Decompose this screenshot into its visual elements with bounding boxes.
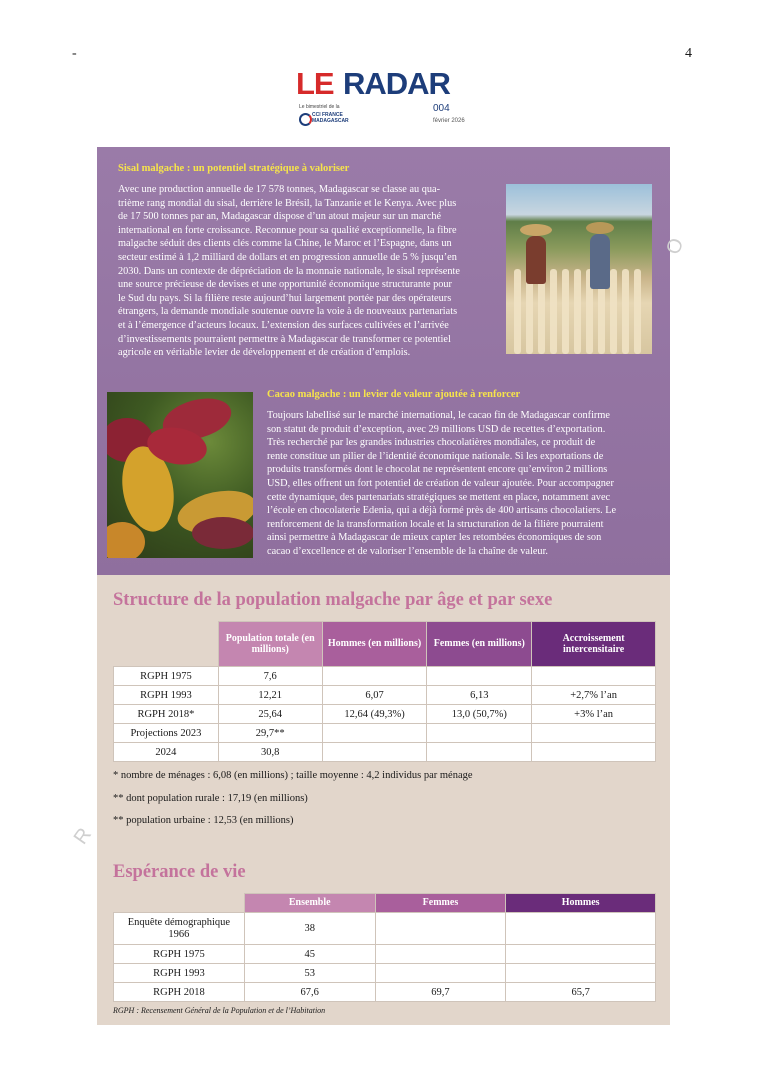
table-cell	[532, 743, 656, 762]
cacao-pods-photo	[107, 392, 253, 558]
population-note-households: * nombre de ménages : 6,08 (en millions) ; taille moyenne : 4,2 individus par ménage	[113, 770, 473, 781]
table-cell: 29,7**	[218, 724, 322, 743]
col-header: Hommes (en millions)	[322, 622, 427, 667]
life-expectancy-table	[113, 893, 656, 1002]
table-cell: 6,07	[322, 686, 427, 705]
cci-logo-text: CCI FRANCE MADAGASCAR	[312, 112, 349, 124]
table-cell: 38	[244, 913, 375, 945]
table-cell	[506, 945, 656, 964]
table-cell	[506, 964, 656, 983]
table-row	[114, 743, 656, 762]
table-row	[114, 724, 656, 743]
table-cell	[427, 667, 532, 686]
table-row	[114, 983, 656, 1002]
logo-tagline: Le bimestriel de la	[299, 104, 340, 110]
table-row	[114, 667, 656, 686]
table-cell: RGPH 2018*	[114, 705, 219, 724]
col-header: Accroissement intercensitaire	[532, 622, 656, 667]
text-line: 2030. Dans un contexte de dépréciation de la monnaie nationale, le sisal représente	[118, 265, 460, 277]
table-corner	[114, 622, 219, 667]
table-cell	[322, 724, 427, 743]
table-cell: RGPH 1993	[114, 686, 219, 705]
col-header: Femmes (en millions)	[427, 622, 532, 667]
table-cell: +2,7% l’an	[532, 686, 656, 705]
table-cell: 67,6	[244, 983, 375, 1002]
col-header: Hommes	[506, 894, 656, 913]
table-row	[114, 945, 656, 964]
table-row	[114, 964, 656, 983]
issue-date: février 2026	[433, 118, 465, 124]
sisal-article-body	[118, 183, 500, 360]
table-cell: RGPH 1975	[114, 667, 219, 686]
table-cell: 53	[244, 964, 375, 983]
table-cell	[375, 964, 506, 983]
page-dash: -	[72, 46, 77, 61]
population-note-rural: ** dont population rurale : 17,19 (en millions)	[113, 793, 308, 804]
table-cell: +3% l’an	[532, 705, 656, 724]
table-cell: 7,6	[218, 667, 322, 686]
table-cell: RGPH 1975	[114, 945, 245, 964]
watermark-left: R	[69, 823, 96, 849]
text-line: secteur estimé à 1,2 milliard de dollars et en progression annuelle de 5 % jusqu’en	[118, 251, 457, 263]
population-note-urban: ** population urbaine : 12,53 (en millions)	[113, 815, 294, 826]
text-line: Très recherché par les grandes industries chocolatières mondiales, ce produit de	[267, 437, 596, 449]
table-cell: RGPH 1993	[114, 964, 245, 983]
table-cell: 69,7	[375, 983, 506, 1002]
text-line: le Sud du pays. Si la filière reste aujourd’hui largement portée par des opérateurs	[118, 292, 452, 304]
text-line: étrangers, la demande mondiale soutenue ouvre la voie à de nouveaux partenariats	[118, 306, 458, 318]
table-cell: 30,8	[218, 743, 322, 762]
col-header: Population totale (en millions)	[218, 622, 322, 667]
table-cell	[375, 945, 506, 964]
text-line: USD, elles offrent un fort potentiel de création de valeur ajoutée. Pour accompagner	[267, 477, 614, 489]
table-cell: 12,21	[218, 686, 322, 705]
le-radar-logo	[296, 66, 471, 132]
text-line: renforcement de la transformation locale et la structuration de la filière pourraient	[267, 518, 604, 530]
table-cell	[532, 667, 656, 686]
cacao-article-title: Cacao malgache : un levier de valeur ajoutée à renforcer	[267, 389, 521, 400]
table-cell: 6,13	[427, 686, 532, 705]
table-cell	[427, 743, 532, 762]
text-line: rente constitue un pilier de l’identité économique nationale. Si les exportations de	[267, 450, 604, 462]
table-corner	[114, 894, 245, 913]
text-line: cacao d’excellence et de valoriser l’ensemble de la chaîne de valeur.	[267, 545, 549, 557]
life-expectancy-section-title: Espérance de vie	[113, 862, 246, 882]
table-cell	[506, 913, 656, 945]
text-line: Toujours labellisé sur le marché international, le cacao fin de Madagascar confirme	[267, 410, 610, 421]
col-header: Ensemble	[244, 894, 375, 913]
text-line: produits transformés dont le chocolat ne représentent encore qu’environ 2 millions	[267, 464, 608, 476]
population-section-title: Structure de la population malgache par âge et par sexe	[113, 590, 553, 610]
text-line: et à l’émergence d’acteurs locaux. L’extension des surfaces cultivées et l’arrivée	[118, 319, 449, 331]
text-line: une source précieuse de devises et une opportunité économique structurante pour	[118, 279, 452, 291]
table-cell: 65,7	[506, 983, 656, 1002]
logo-radar: RADAR	[343, 66, 450, 101]
table-cell	[375, 913, 506, 945]
issue-number: 004	[433, 103, 450, 114]
text-line: de 17 500 tonnes par an, Madagascar dispose d’un atout majeur sur un marché	[118, 211, 442, 223]
text-line: d’investissements pourraient permettre à Madagascar de transformer ce potentiel	[118, 333, 451, 345]
logo-le: LE	[296, 66, 334, 101]
table-row	[114, 686, 656, 705]
col-header: Femmes	[375, 894, 506, 913]
table-cell: 12,64 (49,3%)	[322, 705, 427, 724]
sisal-article-title: Sisal malgache : un potentiel stratégique à valoriser	[118, 163, 350, 174]
table-row	[114, 705, 656, 724]
text-line: l’école en chocolaterie Edenia, qui a déjà formé près de 400 artisans chocolatiers. Le	[267, 505, 617, 517]
table-cell	[322, 743, 427, 762]
text-line: international en forte croissance. Reconnue pour sa qualité exceptionnelle, la fibre	[118, 224, 457, 236]
table-cell: Projections 2023	[114, 724, 219, 743]
population-table	[113, 621, 656, 762]
text-line: agricole en véritable levier de développement et de création d’emplois.	[118, 347, 411, 359]
table-cell: Enquête démographique 1966	[114, 913, 245, 945]
text-line: son statut de produit d’exception, avec 29 millions USD de recettes d’exportation.	[267, 423, 606, 435]
cci-logo-icon	[299, 113, 312, 126]
page-number: 4	[685, 46, 692, 61]
watermark-right: O	[662, 235, 689, 258]
text-line: Avec une production annuelle de 17 578 tonnes, Madagascar se classe au qua-	[118, 184, 441, 195]
table-cell	[322, 667, 427, 686]
table-cell: 13,0 (50,7%)	[427, 705, 532, 724]
cacao-article-body	[267, 409, 654, 559]
table-cell: 2024	[114, 743, 219, 762]
rgph-footnote: RGPH : Recensement Général de la Population et de l’Habitation	[113, 1006, 326, 1015]
table-cell: 25,64	[218, 705, 322, 724]
text-line: trième rang mondial du sisal, derrière le Brésil, la Tanzanie et le Kenya. Avec plus	[118, 197, 457, 209]
text-line: cette dynamique, des partenariats stratégiques se mettent en place, notamment avec	[267, 491, 611, 503]
table-row	[114, 913, 656, 945]
table-cell	[532, 724, 656, 743]
text-line: malgache séduit des clients clés comme la Chine, le Maroc et l’Espagne, dans un	[118, 238, 452, 250]
sisal-workers-photo	[506, 184, 652, 354]
table-cell: 45	[244, 945, 375, 964]
table-cell: RGPH 2018	[114, 983, 245, 1002]
text-line: ainsi permettre à Madagascar de mieux capter les retombées économiques de son	[267, 532, 602, 544]
table-cell	[427, 724, 532, 743]
